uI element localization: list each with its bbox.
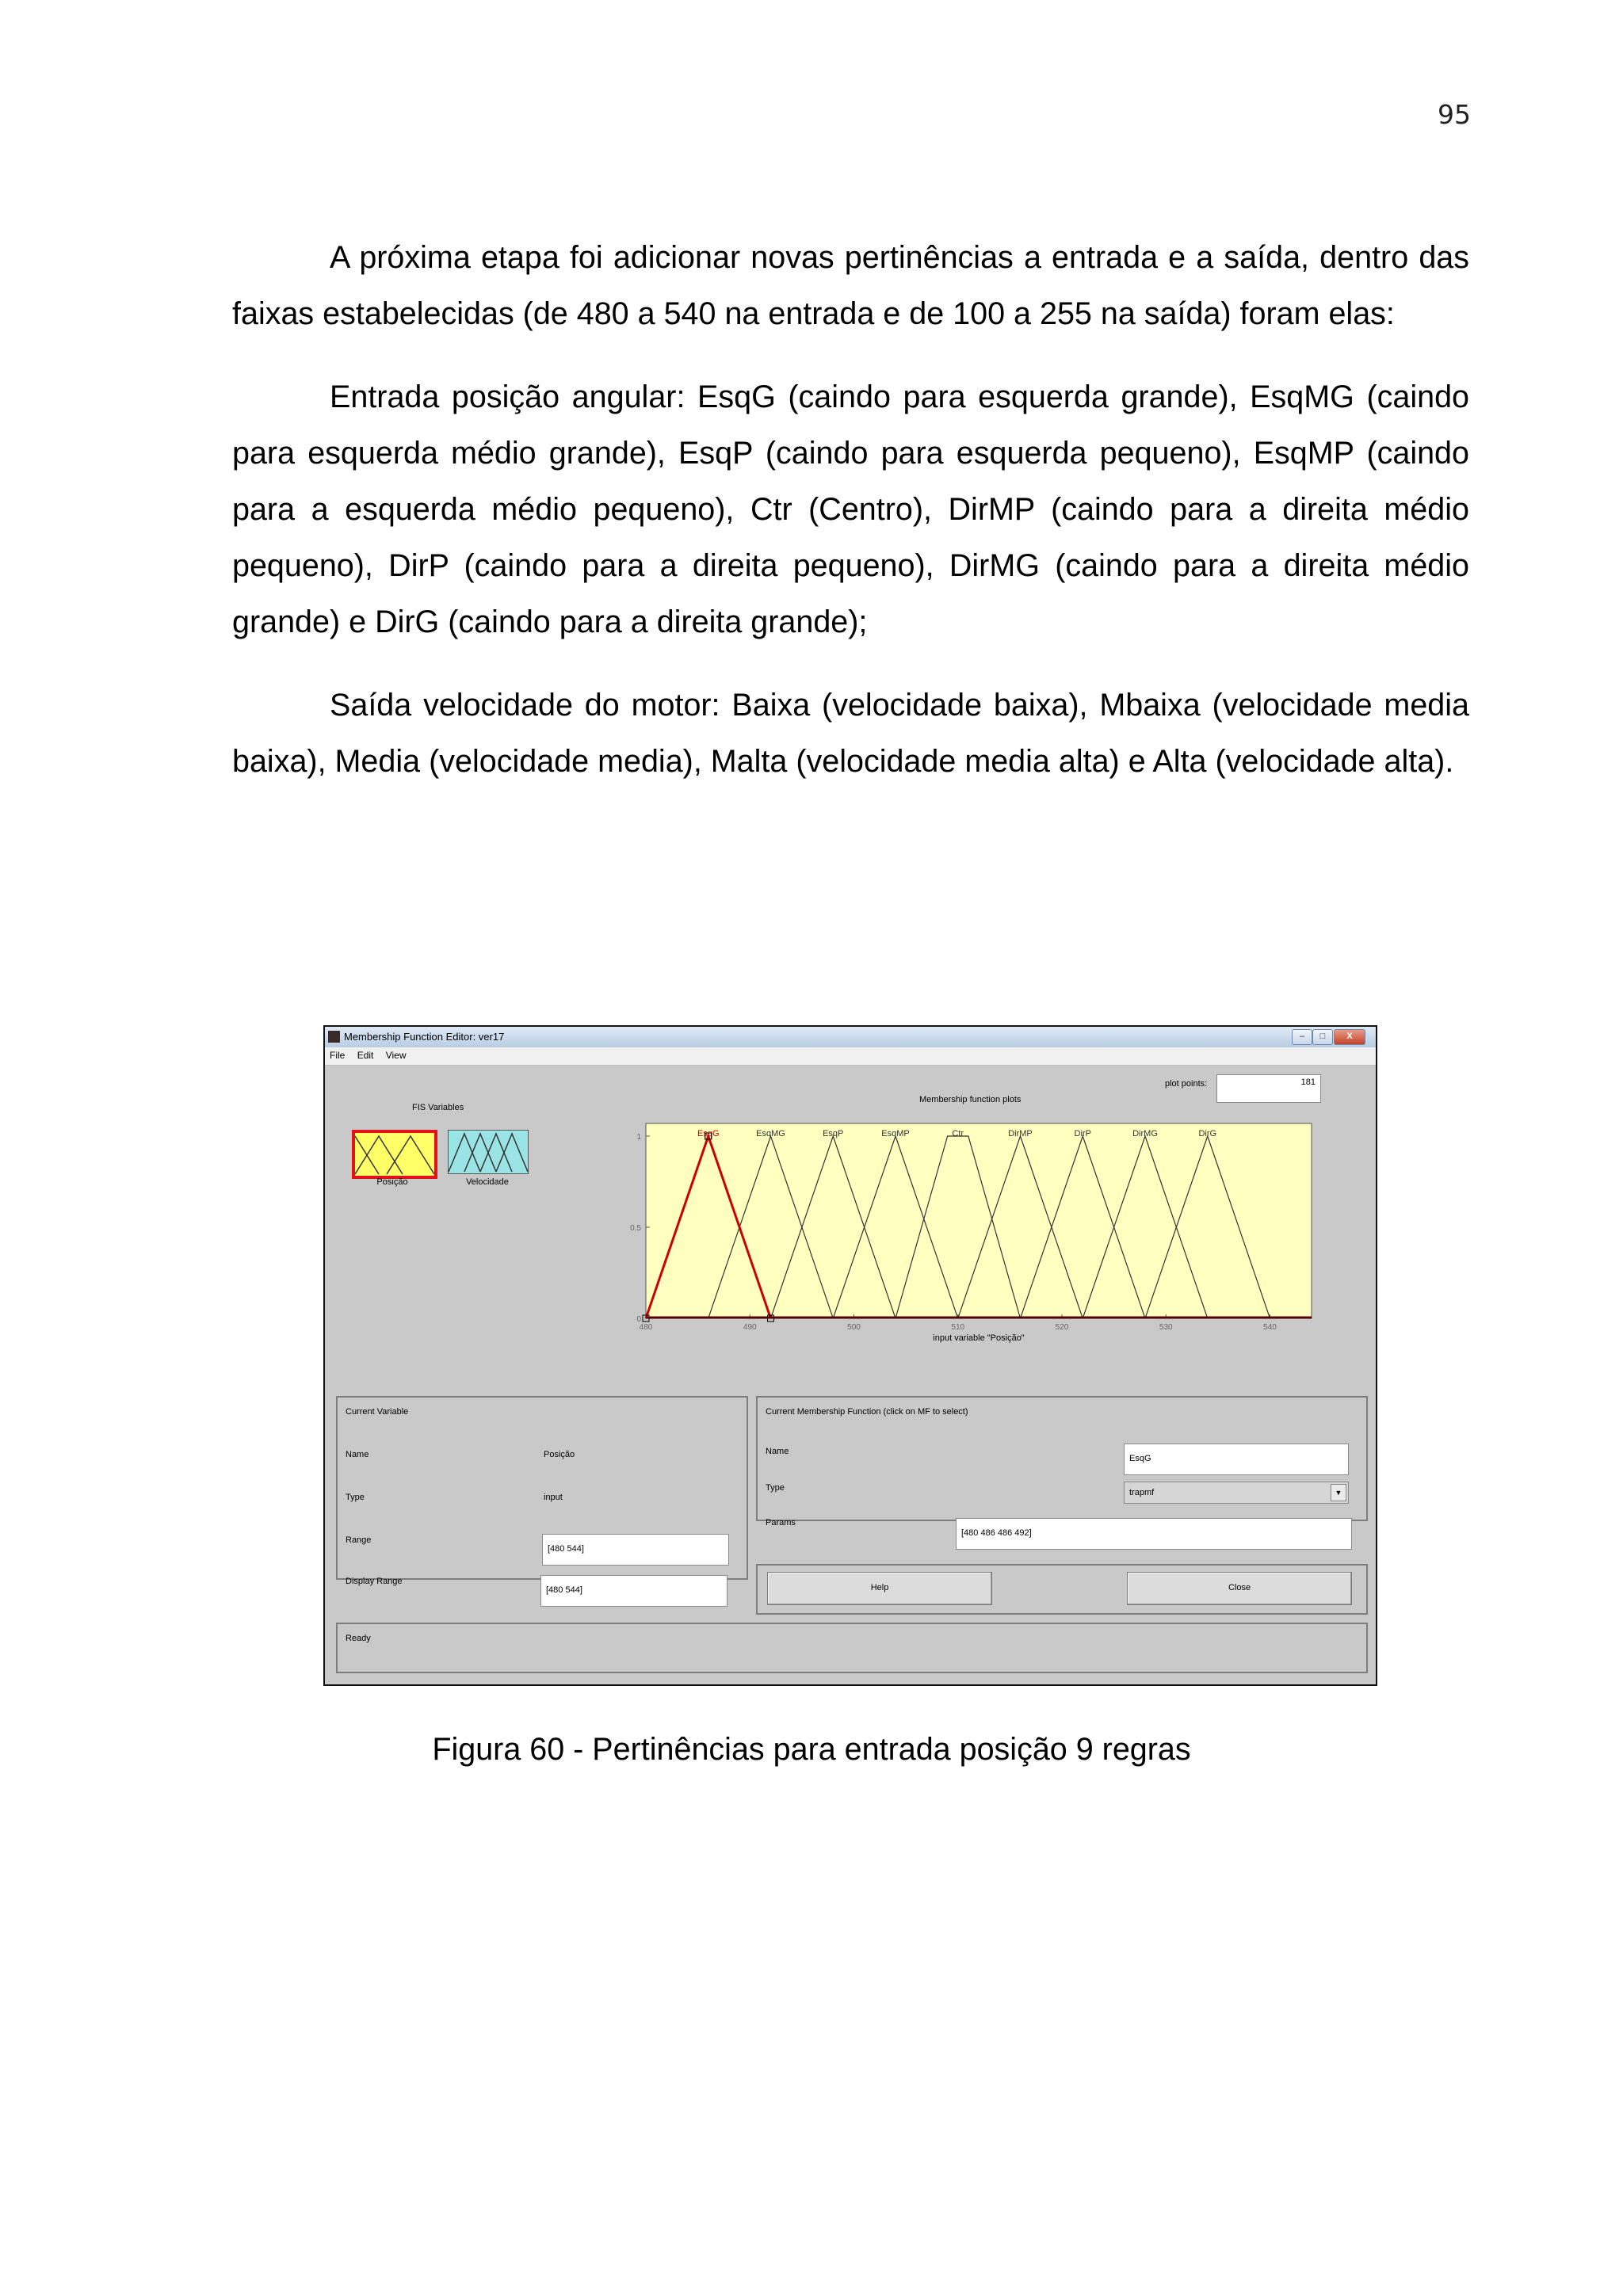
fis-variable-velocidade[interactable] xyxy=(448,1130,529,1174)
menubar xyxy=(325,1047,1376,1066)
help-button[interactable]: Help xyxy=(767,1572,992,1605)
mf-type-select[interactable] xyxy=(1124,1482,1349,1504)
mf-params-label: Params xyxy=(766,1518,796,1527)
mf-label: DirMG xyxy=(1132,1129,1158,1138)
figure-caption: Figura 60 - Pertinências para entrada posição 9 regras xyxy=(432,1732,1191,1767)
mf-label: DirMP xyxy=(1008,1129,1033,1138)
mf-type-value: trapmf xyxy=(1129,1488,1155,1497)
menu-edit[interactable]: Edit xyxy=(357,1050,374,1061)
plot-title: Membership function plots xyxy=(919,1095,1022,1104)
status-text: Ready xyxy=(346,1634,371,1643)
paragraph-intro: A próxima etapa foi adicionar novas pertinências a entrada e a saída, dentro das faixas estabelecidas (de 480 a 540 na entrada e de 100 a 255 na saída) foram elas: xyxy=(232,240,1469,331)
x-tick-label: 480 xyxy=(639,1323,653,1332)
y-tick-label: 0.5 xyxy=(630,1224,641,1233)
maximize-button[interactable]: □ xyxy=(1312,1029,1333,1045)
plot-area xyxy=(646,1123,1312,1318)
chevron-down-icon[interactable]: ▼ xyxy=(1331,1484,1346,1501)
fis-variable-label: Velocidade xyxy=(466,1177,509,1187)
mf-label: EsqMG xyxy=(756,1129,785,1138)
display-range-input[interactable]: [480 544] xyxy=(540,1575,727,1607)
fis-variable-posicao[interactable] xyxy=(352,1130,437,1179)
mf-label: Ctr xyxy=(952,1129,964,1138)
y-tick-label: 0 xyxy=(636,1315,641,1324)
current-mf-panel xyxy=(756,1396,1368,1521)
matlab-app-icon xyxy=(328,1031,340,1043)
minimize-button[interactable]: – xyxy=(1292,1029,1312,1045)
x-tick-label: 530 xyxy=(1159,1323,1173,1332)
mf-params-input[interactable]: [480 486 486 492] xyxy=(956,1518,1352,1550)
menu-file[interactable]: File xyxy=(330,1050,346,1061)
x-tick-label: 540 xyxy=(1263,1323,1277,1332)
close-button[interactable]: Close xyxy=(1127,1572,1352,1605)
fis-variables-label: FIS Variables xyxy=(412,1103,464,1112)
mf-name-label: Name xyxy=(766,1447,789,1456)
plot-points-label: plot points: xyxy=(1165,1079,1208,1089)
mf-thumbnail-icon xyxy=(449,1131,528,1173)
variable-name-value: Posição xyxy=(544,1450,575,1459)
current-mf-title: Current Membership Function (click on MF to select) xyxy=(766,1407,968,1417)
variable-type-label: Type xyxy=(346,1493,365,1502)
paragraph-output: Saída velocidade do motor: Baixa (velocidade baixa), Mbaixa (velocidade media baixa), Media (velocidade media), Malta (velocidade media alta) e Alta (velocidade alta). xyxy=(232,688,1469,779)
paragraph-input: Entrada posição angular: EsqG (caindo para esquerda grande), EsqMG (caindo para esquerda médio grande), EsqP (caindo para esquerda pequeno), EsqMP (caindo para a esquerda médio pequeno), Ctr (Centro), DirMP (caindo para a direita médio pequeno), DirP (caindo para a direita pequeno), DirMG (caindo para a direita médio grande) e DirG (caindo para a direita grande); xyxy=(232,379,1469,639)
body-text xyxy=(232,230,1469,817)
mf-thumbnail-icon xyxy=(355,1133,434,1176)
x-tick-label: 510 xyxy=(951,1323,965,1332)
mf-name-input[interactable]: EsqG xyxy=(1124,1444,1349,1475)
variable-type-value: input xyxy=(544,1493,563,1502)
current-variable-title: Current Variable xyxy=(346,1407,409,1417)
mf-label: DirP xyxy=(1074,1129,1091,1138)
x-axis-label: input variable "Posição" xyxy=(933,1333,1025,1343)
window-title: Membership Function Editor: ver17 xyxy=(344,1031,505,1043)
page-number: 95 xyxy=(1438,99,1471,130)
fis-variable-label: Posição xyxy=(376,1177,408,1187)
x-tick-label: 490 xyxy=(743,1323,757,1332)
mf-label: EsqP xyxy=(823,1129,844,1138)
x-tick-label: 520 xyxy=(1055,1323,1069,1332)
membership-function-plot[interactable] xyxy=(606,1098,1319,1343)
mf-label: EsqMP xyxy=(881,1129,910,1138)
current-variable-panel xyxy=(336,1396,748,1580)
x-tick-label: 500 xyxy=(847,1323,861,1332)
mf-type-label: Type xyxy=(766,1483,785,1493)
y-tick-label: 1 xyxy=(636,1133,641,1142)
range-input[interactable]: [480 544] xyxy=(542,1534,729,1566)
status-panel xyxy=(336,1623,1368,1673)
figure-screenshot xyxy=(323,1025,1377,1686)
window-titlebar xyxy=(325,1027,1376,1048)
mf-label: DirG xyxy=(1198,1129,1217,1138)
close-window-button[interactable]: X xyxy=(1334,1029,1365,1045)
display-range-label: Display Range xyxy=(346,1577,403,1586)
variable-name-label: Name xyxy=(346,1450,369,1459)
plot-points-input[interactable]: 181 xyxy=(1216,1074,1321,1103)
range-label: Range xyxy=(346,1535,372,1545)
mf-label: EsqG xyxy=(697,1129,720,1138)
menu-view[interactable]: View xyxy=(385,1050,407,1061)
